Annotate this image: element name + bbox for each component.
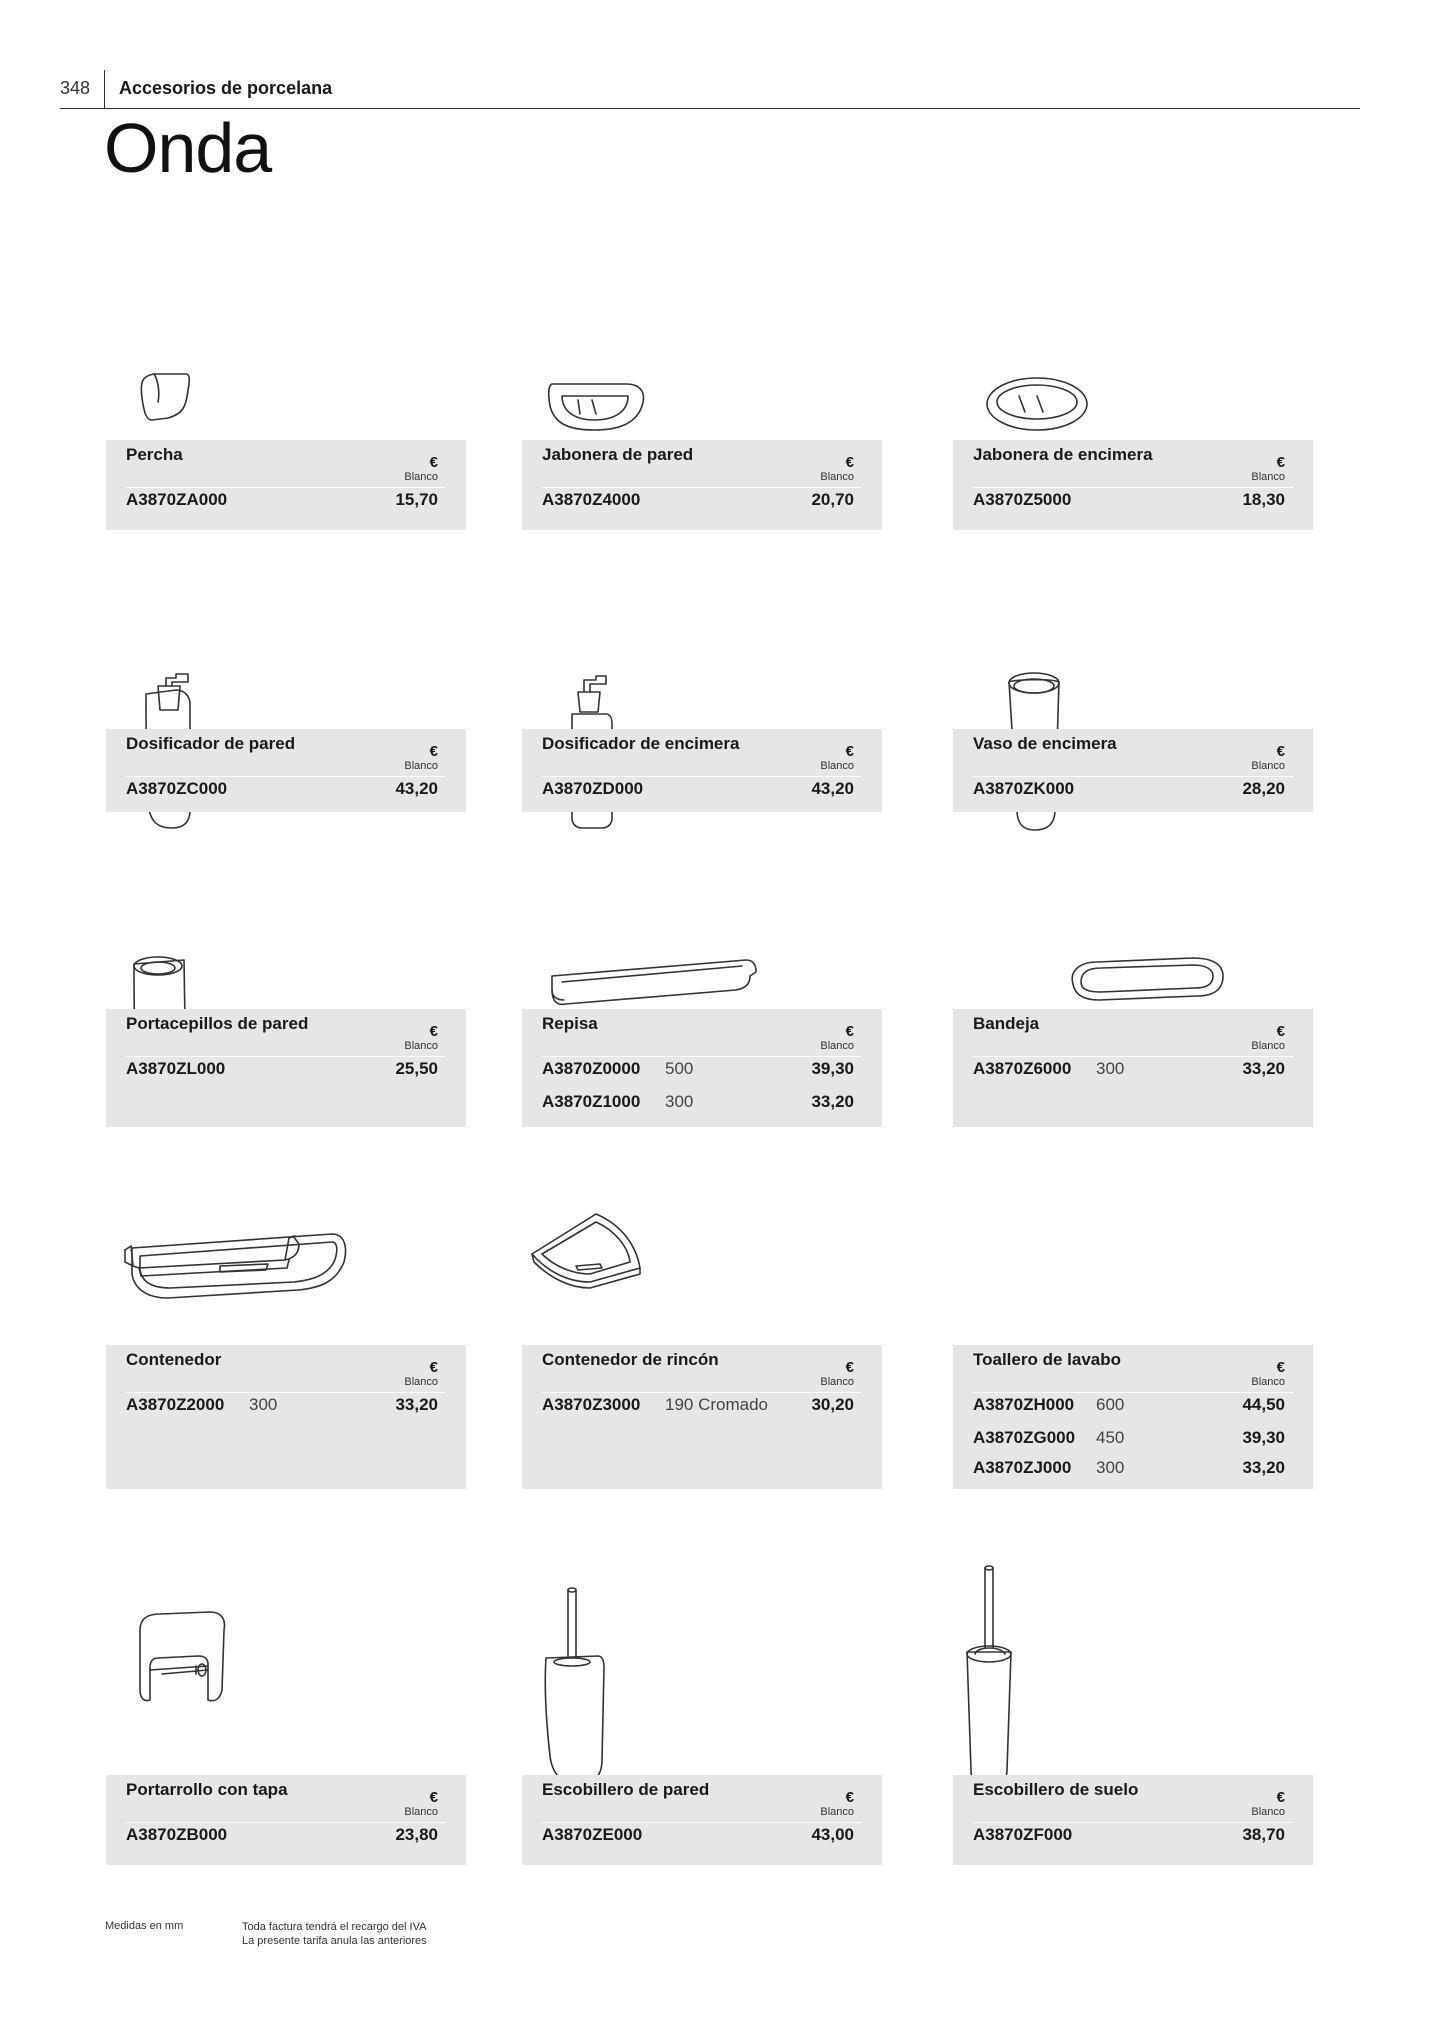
product-card xyxy=(106,1095,466,1489)
product-card xyxy=(522,1095,882,1489)
product-size: 190 Cromado xyxy=(665,1395,769,1414)
product-card xyxy=(953,1525,1313,1865)
coat-hook-icon xyxy=(106,190,466,440)
currency-label: € xyxy=(845,1023,854,1040)
units-note: Medidas en mm xyxy=(105,1920,184,1932)
price-row xyxy=(973,1825,1285,1845)
product-price: 39,30 xyxy=(1242,1428,1285,1447)
product-code: A3870ZH000 xyxy=(973,1395,1075,1414)
tumbler-icon xyxy=(953,479,1313,729)
product-price: 38,70 xyxy=(1242,1825,1285,1844)
product-code: A3870ZB000 xyxy=(126,1825,228,1844)
product-size: 450 xyxy=(1096,1428,1125,1447)
currency-label: € xyxy=(845,454,854,471)
product-code: A3870Z2000 xyxy=(126,1395,225,1414)
product-code: A3870ZL000 xyxy=(126,1059,226,1078)
product-card xyxy=(522,759,882,1127)
product-name: Dosificador de encimera xyxy=(542,734,740,753)
floor-toilet-brush-icon xyxy=(953,1525,1313,1775)
product-price: 39,30 xyxy=(811,1059,854,1078)
finish-label: Blanco xyxy=(404,1806,438,1818)
product-price: 43,20 xyxy=(811,779,854,798)
product-size: 300 xyxy=(1096,1059,1125,1078)
page-title: Onda xyxy=(104,109,272,187)
finish-label: Blanco xyxy=(404,471,438,483)
product-price: 33,20 xyxy=(811,1092,854,1111)
price-row xyxy=(973,1059,1285,1079)
countertop-soap-dish-icon xyxy=(953,190,1313,440)
product-code: A3870Z1000 xyxy=(542,1092,641,1111)
product-name: Contenedor xyxy=(126,1350,222,1369)
product-name: Toallero de lavabo xyxy=(973,1350,1122,1369)
product-code: A3870Z0000 xyxy=(542,1059,641,1078)
header-divider xyxy=(104,70,105,108)
wall-toilet-brush-icon xyxy=(522,1525,882,1775)
corner-container-icon xyxy=(522,1095,882,1345)
product-name: Portarrollo con tapa xyxy=(126,1780,288,1799)
footer-notes xyxy=(242,1920,427,1948)
product-size: 300 xyxy=(249,1395,278,1414)
price-row xyxy=(973,1395,1285,1415)
product-name: Portacepillos de pared xyxy=(126,1014,309,1033)
product-info-panel xyxy=(522,1345,882,1489)
towel-rail-icon xyxy=(953,1095,1313,1345)
finish-label: Blanco xyxy=(1251,1040,1285,1052)
section-title: Accesorios de porcelana xyxy=(119,78,333,98)
currency-label: € xyxy=(845,1359,854,1376)
countertop-soap-dispenser-icon xyxy=(522,479,882,729)
product-name: Repisa xyxy=(542,1014,598,1033)
price-row xyxy=(973,1428,1285,1448)
wall-toothbrush-holder-icon xyxy=(106,759,466,1009)
product-price: 43,00 xyxy=(811,1825,854,1844)
product-code: A3870ZA000 xyxy=(126,490,228,509)
panel-divider xyxy=(973,1056,1293,1057)
product-info-panel xyxy=(953,1775,1313,1865)
product-name: Escobillero de suelo xyxy=(973,1780,1139,1799)
panel-divider xyxy=(542,1392,862,1393)
currency-label: € xyxy=(429,1023,438,1040)
currency-label: € xyxy=(1276,1359,1285,1376)
finish-label: Blanco xyxy=(820,1040,854,1052)
product-name: Jabonera de encimera xyxy=(973,445,1153,464)
product-code: A3870ZG000 xyxy=(973,1428,1076,1447)
finish-label: Blanco xyxy=(1251,1376,1285,1388)
product-price: 33,20 xyxy=(1242,1059,1285,1078)
wall-soap-dispenser-icon xyxy=(106,479,466,729)
product-size: 600 xyxy=(1096,1395,1125,1414)
page-header xyxy=(60,70,1360,109)
toilet-roll-holder-icon xyxy=(106,1525,466,1775)
finish-label: Blanco xyxy=(404,1040,438,1052)
product-price: 43,20 xyxy=(395,779,438,798)
product-name: Jabonera de pared xyxy=(542,445,694,464)
product-code: A3870ZF000 xyxy=(973,1825,1073,1844)
price-row xyxy=(126,1825,438,1845)
page-number: 348 xyxy=(60,78,91,98)
product-price: 28,20 xyxy=(1242,779,1285,798)
finish-label: Blanco xyxy=(820,1806,854,1818)
product-code: A3870ZD000 xyxy=(542,779,644,798)
currency-label: € xyxy=(429,1789,438,1806)
product-code: A3870Z3000 xyxy=(542,1395,641,1414)
panel-divider xyxy=(126,1822,446,1823)
product-price: 20,70 xyxy=(811,490,854,509)
product-card xyxy=(953,1095,1313,1489)
wall-soap-dish-icon xyxy=(522,190,882,440)
panel-divider xyxy=(542,1056,862,1057)
product-name: Escobillero de pared xyxy=(542,1780,710,1799)
currency-label: € xyxy=(429,1359,438,1376)
product-name: Contenedor de rincón xyxy=(542,1350,719,1369)
product-code: A3870ZC000 xyxy=(126,779,228,798)
product-card xyxy=(106,1525,466,1865)
container-icon xyxy=(106,1095,466,1345)
product-name: Dosificador de pared xyxy=(126,734,296,753)
currency-label: € xyxy=(429,743,438,760)
price-row xyxy=(542,1395,854,1415)
product-price: 30,20 xyxy=(811,1395,854,1414)
price-row xyxy=(126,1395,438,1415)
price-row xyxy=(542,1059,854,1079)
panel-divider xyxy=(126,1056,446,1057)
finish-label: Blanco xyxy=(1251,471,1285,483)
product-price: 33,20 xyxy=(395,1395,438,1414)
product-card xyxy=(953,759,1313,1127)
currency-label: € xyxy=(845,1789,854,1806)
product-price: 15,70 xyxy=(395,490,438,509)
finish-label: Blanco xyxy=(820,760,854,772)
tariff-note: La presente tarifa anula las anteriores xyxy=(242,1935,427,1947)
product-price: 18,30 xyxy=(1242,490,1285,509)
product-info-panel xyxy=(106,1345,466,1489)
product-size: 300 xyxy=(1096,1458,1125,1477)
price-row xyxy=(126,1059,438,1079)
price-row xyxy=(973,1458,1285,1478)
product-size: 500 xyxy=(665,1059,694,1078)
finish-label: Blanco xyxy=(404,1376,438,1388)
finish-label: Blanco xyxy=(820,471,854,483)
currency-label: € xyxy=(1276,743,1285,760)
product-info-panel xyxy=(953,1345,1313,1489)
panel-divider xyxy=(973,1822,1293,1823)
product-price: 33,20 xyxy=(1242,1458,1285,1477)
currency-label: € xyxy=(845,743,854,760)
finish-label: Blanco xyxy=(1251,760,1285,772)
product-code: A3870ZJ000 xyxy=(973,1458,1072,1477)
tray-icon xyxy=(953,759,1313,1009)
vat-note: Toda factura tendrá el recargo del IVA xyxy=(242,1921,427,1933)
product-price: 44,50 xyxy=(1242,1395,1285,1414)
product-info-panel xyxy=(522,1775,882,1865)
panel-divider xyxy=(126,1392,446,1393)
panel-divider xyxy=(542,1822,862,1823)
product-code: A3870Z6000 xyxy=(973,1059,1072,1078)
product-info-panel xyxy=(106,1775,466,1865)
product-card xyxy=(106,759,466,1127)
currency-label: € xyxy=(429,454,438,471)
finish-label: Blanco xyxy=(1251,1806,1285,1818)
product-code: A3870Z5000 xyxy=(973,490,1072,509)
product-code: A3870ZE000 xyxy=(542,1825,643,1844)
product-size: 300 xyxy=(665,1092,694,1111)
currency-label: € xyxy=(1276,1789,1285,1806)
price-row xyxy=(542,1825,854,1845)
panel-divider xyxy=(973,1392,1293,1393)
product-price: 25,50 xyxy=(395,1059,438,1078)
product-code: A3870Z4000 xyxy=(542,490,641,509)
product-name: Bandeja xyxy=(973,1014,1040,1033)
product-price: 23,80 xyxy=(395,1825,438,1844)
finish-label: Blanco xyxy=(404,760,438,772)
product-name: Vaso de encimera xyxy=(973,734,1117,753)
currency-label: € xyxy=(1276,454,1285,471)
product-code: A3870ZK000 xyxy=(973,779,1075,798)
shelf-icon xyxy=(522,759,882,1009)
currency-label: € xyxy=(1276,1023,1285,1040)
product-name: Percha xyxy=(126,445,183,464)
finish-label: Blanco xyxy=(820,1376,854,1388)
product-card xyxy=(522,1525,882,1865)
